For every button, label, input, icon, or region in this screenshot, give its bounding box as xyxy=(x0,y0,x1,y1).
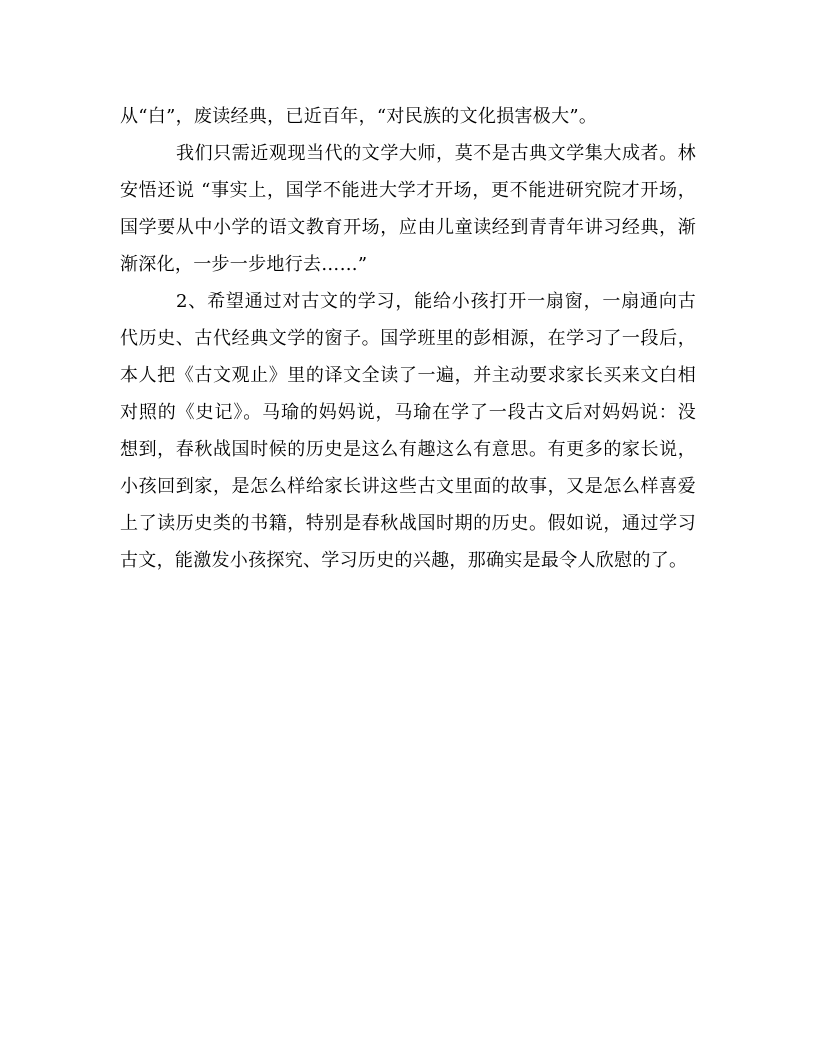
paragraph-line: 上了读历史类的书籍，特别是春秋战国时期的历史。假如说，通过学习 xyxy=(120,513,696,534)
paragraph-line: 2、希望通过对古文的学习，能给小孩打开一扇窗，一扇通向古 xyxy=(176,291,696,312)
document-body xyxy=(120,98,696,579)
paragraph-line: 想到，春秋战国时候的历史是这么有趣这么有意思。有更多的家长说， xyxy=(120,439,696,460)
paragraph-line: 本人把《古文观止》里的译文全读了一遍，并主动要求家长买来文白相 xyxy=(120,365,696,386)
paragraph-line: 对照的《史记》。马瑜的妈妈说，马瑜在学了一段古文后对妈妈说：没 xyxy=(120,402,696,423)
paragraph-line: 古文，能激发小孩探究、学习历史的兴趣，那确实是最令人欣慰的了。 xyxy=(120,550,688,571)
paragraph-3 xyxy=(120,283,696,579)
paragraph-line: 从“白”，废读经典，已近百年，“对民族的文化损害极大”。 xyxy=(120,106,598,127)
paragraph-1 xyxy=(120,98,696,135)
paragraph-2 xyxy=(120,135,696,283)
paragraph-line: 渐深化，一步一步地行去……” xyxy=(120,254,368,275)
paragraph-line: 安悟还说 “事实上，国学不能进大学才开场，更不能进研究院才开场， xyxy=(120,180,696,201)
paragraph-line: 我们只需近观现当代的文学大师，莫不是古典文学集大成者。林 xyxy=(176,143,696,164)
paragraph-line: 小孩回到家，是怎么样给家长讲这些古文里面的故事，又是怎么样喜爱 xyxy=(120,476,696,497)
paragraph-line: 代历史、古代经典文学的窗子。国学班里的彭相源，在学习了一段后， xyxy=(120,328,696,349)
paragraph-line: 国学要从中小学的语文教育开场，应由儿童读经到青青年讲习经典，渐 xyxy=(120,217,696,238)
